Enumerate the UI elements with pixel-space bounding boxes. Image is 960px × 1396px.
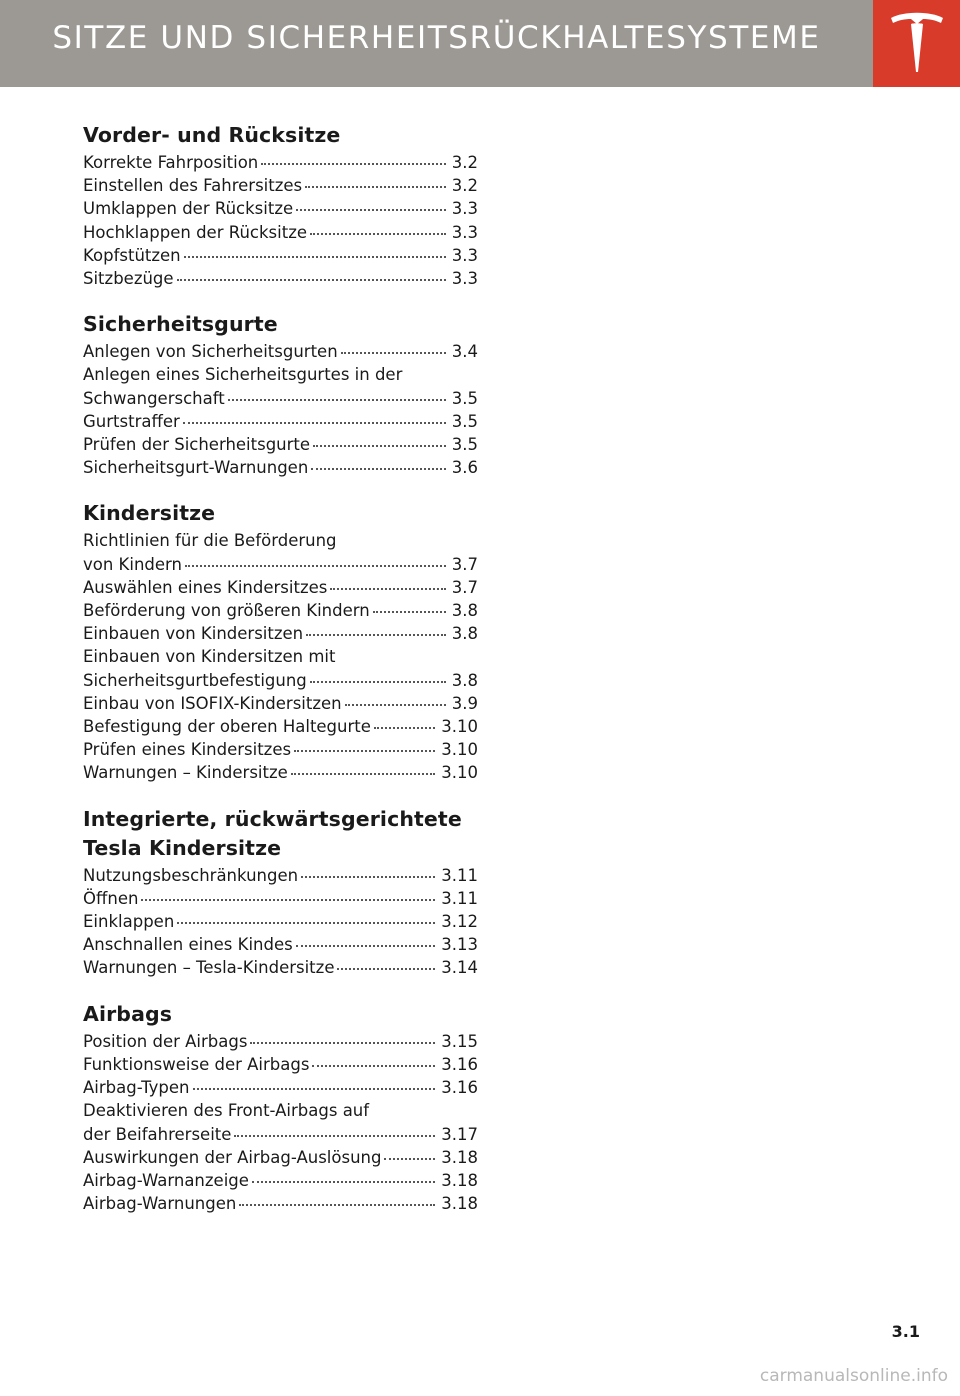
toc-entry-page: 3.2 (451, 153, 478, 172)
toc-entry-label: Airbag-Warnungen (83, 1194, 237, 1214)
toc-entry-prefix[interactable]: Einbauen von Kindersitzen mit (83, 647, 336, 667)
toc-entry[interactable] (83, 221, 478, 244)
dot-leader (374, 727, 435, 729)
toc-entry[interactable] (83, 340, 478, 363)
toc-entry-label: Nutzungsbeschränkungen (83, 865, 299, 885)
toc-entry-label: Befestigung der oberen Haltegurte (83, 717, 371, 737)
toc-entry[interactable] (83, 410, 478, 433)
toc-entry-page: 3.5 (451, 435, 478, 455)
toc-entry-label: Gurtstraffer (83, 411, 180, 431)
toc-entry[interactable] (83, 1076, 478, 1099)
toc-entry[interactable] (83, 669, 478, 692)
dot-leader (291, 773, 435, 775)
toc-entry-page: 3.3 (451, 199, 478, 219)
toc-entry-page: 3.11 (441, 888, 478, 908)
toc-entry-page: 3.10 (441, 763, 478, 783)
toc-entry[interactable] (83, 244, 478, 267)
toc-entry-page: 3.15 (441, 1031, 478, 1051)
dot-leader (250, 1042, 435, 1044)
toc-entry[interactable] (83, 910, 478, 933)
dot-leader (239, 1204, 435, 1206)
dot-leader (313, 445, 446, 447)
toc-entry[interactable] (83, 1030, 478, 1053)
toc-entry-page: 3.16 (441, 1054, 478, 1074)
toc-entry[interactable] (83, 1053, 478, 1076)
toc-entry-label: Einbau von ISOFIX-Kindersitzen (83, 693, 342, 713)
toc-entry-page: 3.7 (451, 554, 478, 574)
toc-entry-label: Anlegen von Sicherheitsgurten (83, 342, 338, 362)
section-title-line2: Tesla Kindersitze (83, 835, 282, 860)
dot-leader (311, 468, 445, 470)
toc-entry-label: Warnungen – Kindersitze (83, 763, 288, 783)
tesla-logo-icon (889, 12, 945, 74)
toc-entry[interactable] (83, 933, 478, 956)
dot-leader (384, 1158, 435, 1160)
toc-entry-page: 3.7 (451, 577, 478, 597)
page-number: 3.1 (891, 1322, 920, 1341)
toc-entry-page: 3.8 (451, 670, 478, 690)
toc-entry-page: 3.11 (441, 865, 478, 885)
dot-leader (141, 899, 435, 901)
toc-entry-page: 3.8 (451, 601, 478, 621)
toc-entry[interactable] (83, 1192, 478, 1215)
toc-entry-page: 3.16 (441, 1078, 478, 1098)
dot-leader (177, 279, 446, 281)
dot-leader (330, 588, 445, 590)
toc-entry[interactable] (83, 1146, 478, 1169)
toc-entry-page: 3.5 (451, 411, 478, 431)
dot-leader (177, 922, 435, 924)
toc-entry-label: Hochklappen der Rücksitze (83, 222, 308, 242)
toc-section (83, 311, 478, 479)
toc-section (83, 806, 478, 980)
dot-leader (312, 1065, 435, 1067)
toc-entry[interactable] (83, 692, 478, 715)
dot-leader (373, 611, 446, 613)
table-of-contents (83, 122, 478, 1236)
toc-entry-label: Position der Airbags (83, 1031, 248, 1051)
toc-entry[interactable] (83, 956, 478, 979)
toc-entry[interactable] (83, 197, 478, 220)
toc-entry-label: Einstellen des Fahrersitzes (83, 176, 303, 196)
toc-entry-label: Warnungen – Tesla-Kindersitze (83, 958, 335, 978)
dot-leader (337, 968, 435, 970)
toc-entry[interactable] (83, 387, 478, 410)
toc-entry-page: 3.4 (451, 342, 478, 362)
toc-entry[interactable] (83, 174, 478, 197)
toc-entry-label: Korrekte Fahrposition (83, 153, 259, 172)
toc-section (83, 1001, 478, 1216)
toc-entry-page: 3.9 (451, 693, 478, 713)
toc-entry-page: 3.17 (441, 1124, 478, 1144)
toc-entry[interactable] (83, 738, 478, 761)
dot-leader (184, 256, 446, 258)
toc-entry-page: 3.12 (441, 912, 478, 932)
toc-entry-label: Einklappen (83, 912, 175, 932)
dot-leader (310, 681, 446, 683)
dot-leader (261, 163, 445, 165)
toc-entry-page: 3.3 (451, 269, 478, 289)
toc-entry-label: Sitzbezüge (83, 269, 174, 289)
toc-entry-page: 3.10 (441, 717, 478, 737)
section-title: Vorder- und Rücksitze (83, 123, 341, 147)
toc-entry-label: Prüfen der Sicherheitsgurte (83, 435, 311, 455)
page-title: SITZE UND SICHERHEITSRÜCKHALTESYSTEME (52, 20, 821, 56)
toc-entry-page: 3.18 (441, 1147, 478, 1167)
toc-entry-label: Auswählen eines Kindersitzes (83, 577, 328, 597)
dot-leader (228, 399, 446, 401)
toc-entry-page: 3.3 (451, 222, 478, 242)
dot-leader (294, 750, 435, 752)
toc-entry[interactable] (83, 576, 478, 599)
toc-entry[interactable] (83, 433, 478, 456)
toc-entry-prefix[interactable]: Anlegen eines Sicherheitsgurtes in der (83, 365, 403, 385)
toc-entry-label: Beförderung von größeren Kindern (83, 601, 370, 621)
toc-entry-page: 3.8 (451, 624, 478, 644)
logo-box (873, 0, 960, 87)
toc-entry[interactable] (83, 599, 478, 622)
toc-entry[interactable] (83, 553, 478, 576)
toc-entry[interactable] (83, 267, 478, 290)
toc-entry-label: Schwangerschaft (83, 388, 225, 408)
dot-leader (185, 565, 446, 567)
toc-entry-label: Öffnen (83, 888, 139, 908)
toc-entry-label: von Kindern (83, 554, 182, 574)
toc-entry-page: 3.3 (451, 245, 478, 265)
toc-entry-page: 3.14 (441, 958, 478, 978)
dot-leader (252, 1181, 435, 1183)
toc-entry-page: 3.5 (451, 388, 478, 408)
dot-leader (296, 209, 446, 211)
toc-entry-label: der Beifahrerseite (83, 1124, 232, 1144)
watermark: carmanualsonline.info (759, 1366, 948, 1386)
toc-entry[interactable] (83, 151, 478, 174)
toc-entry-label: Umklappen der Rücksitze (83, 199, 294, 219)
toc-entry[interactable] (83, 864, 478, 887)
toc-entry-page: 3.2 (451, 176, 478, 196)
dot-leader (234, 1135, 435, 1137)
dot-leader (341, 352, 446, 354)
toc-entry-page: 3.6 (451, 458, 478, 478)
dot-leader (296, 945, 436, 947)
toc-section (83, 122, 478, 290)
section-title: Sicherheitsgurte (83, 312, 278, 337)
dot-leader (183, 422, 446, 424)
section-title: Integrierte, rückwärtsgerichtete (83, 806, 462, 831)
toc-entry[interactable] (83, 761, 478, 784)
toc-entry-page: 3.10 (441, 740, 478, 760)
toc-entry-page: 3.18 (441, 1194, 478, 1214)
toc-entry-prefix[interactable]: Richtlinien für die Beförderung (83, 531, 337, 551)
dot-leader (345, 704, 446, 706)
dot-leader (310, 233, 446, 235)
toc-entry-label: Airbag-Typen (83, 1078, 190, 1098)
section-title: Airbags (83, 1001, 173, 1026)
header-bar (0, 0, 873, 87)
toc-entry-label: Auswirkungen der Airbag-Auslösung (83, 1147, 382, 1167)
dot-leader (193, 1088, 436, 1090)
toc-entry[interactable] (83, 887, 478, 910)
toc-entry-label: Anschnallen eines Kindes (83, 935, 293, 955)
toc-entry-prefix[interactable]: Deaktivieren des Front-Airbags auf (83, 1101, 370, 1121)
toc-entry-page: 3.13 (441, 935, 478, 955)
toc-entry-page: 3.18 (441, 1170, 478, 1190)
toc-section (83, 500, 478, 784)
toc-entry[interactable] (83, 1169, 478, 1192)
toc-entry[interactable] (83, 715, 478, 738)
toc-entry[interactable] (83, 456, 478, 479)
toc-entry-label: Airbag-Warnanzeige (83, 1170, 249, 1190)
toc-entry[interactable] (83, 622, 478, 645)
dot-leader (301, 876, 435, 878)
toc-entry[interactable] (83, 1123, 478, 1146)
toc-entry-label: Einbauen von Kindersitzen (83, 624, 304, 644)
toc-entry-label: Prüfen eines Kindersitzes (83, 740, 292, 760)
section-title: Kindersitze (83, 501, 216, 526)
toc-entry-label: Kopfstützen (83, 245, 181, 265)
toc-entry-label: Sicherheitsgurtbefestigung (83, 670, 307, 690)
dot-leader (306, 634, 446, 636)
toc-entry-label: Funktionsweise der Airbags (83, 1054, 310, 1074)
toc-entry-label: Sicherheitsgurt-Warnungen (83, 458, 309, 478)
dot-leader (305, 186, 446, 188)
